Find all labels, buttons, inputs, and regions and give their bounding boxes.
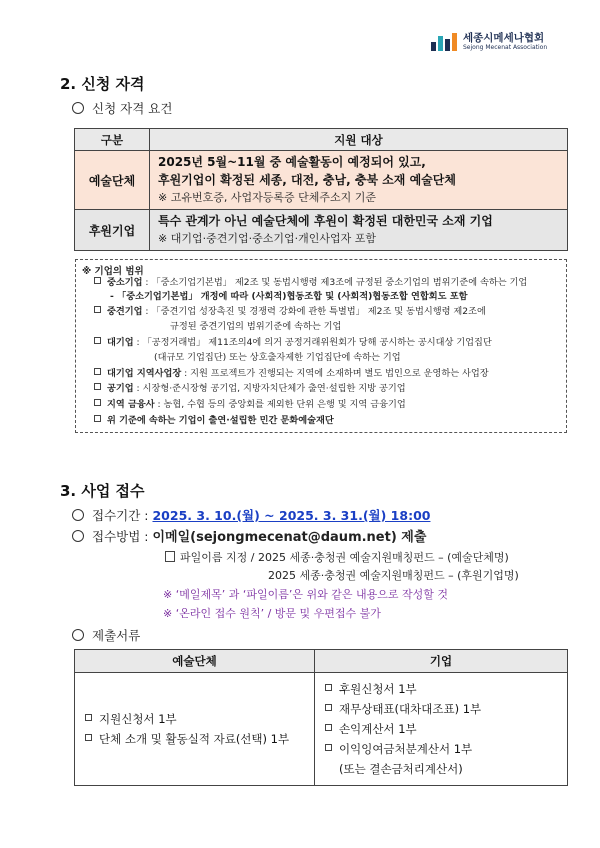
scope-item: 규정된 중견기업의 범위기준에 속하는 기업 (170, 321, 342, 332)
list-item: 단체 소개 및 활동실적 자료(선택) 1부 (85, 729, 304, 749)
docs-heading: 제출서류 (72, 626, 140, 644)
eligibility-heading: 신청 자격 요건 (72, 99, 172, 117)
header-category: 구분 (75, 129, 150, 151)
header-company: 기업 (315, 650, 568, 673)
target-note: ※ 고유번호증, 사업자등록증 단체주소지 기준 (158, 191, 376, 204)
circle-bullet-icon (72, 530, 84, 542)
scope-item: (대규모 기업집단) 또는 상호출자제한 기업집단에 속하는 기업 (154, 352, 401, 363)
circle-bullet-icon (72, 629, 84, 641)
category-art-group: 예술단체 (75, 151, 150, 210)
table-row (75, 210, 568, 251)
documents-table (74, 649, 568, 786)
target-note: ※ 대기업·중견기업·중소기업·개인사업자 포함 (158, 232, 376, 245)
logo-subtitle: Sejong Mecenat Association (463, 44, 548, 51)
eligibility-table (74, 128, 568, 251)
scope-item: 위 기준에 속하는 기업이 출연·설립한 민간 문화예술재단 (94, 415, 334, 427)
period-value: 2025. 3. 10.(월) ~ 2025. 3. 31.(월) 18:00 (152, 508, 431, 523)
target-line: 후원기업이 확정된 세종, 대전, 충남, 충북 소재 예술단체 (158, 173, 456, 187)
note-icon (165, 551, 175, 562)
header-art-group: 예술단체 (75, 650, 315, 673)
list-item: 이익잉여금처분계산서 1부 (325, 739, 557, 759)
table-row (75, 673, 568, 786)
logo-mark-icon (430, 30, 460, 52)
table-row (75, 151, 568, 210)
list-item: 후원신청서 1부 (325, 679, 557, 699)
scope-item: - 「중소기업기본법」 개정에 따라 (사회적)협동조합 및 (사회적)협동조합 연합회도 포함 (110, 291, 468, 302)
period-line: 접수기간 : 2025. 3. 10.(월) ~ 2025. 3. 31.(월) 18:00 (72, 506, 430, 524)
company-scope-box (75, 259, 567, 433)
scope-title: ※ 기업의 범위 (82, 266, 144, 277)
logo (430, 28, 580, 54)
method-line: 접수방법 : 이메일(sejongmecenat@daum.net) 제출 (72, 526, 426, 545)
method-value: 이메일(sejongmecenat@daum.net) 제출 (152, 530, 427, 545)
file-name-line: 파일이름 지정 / 2025 세종·충청권 예술지원매칭펀드 – (예술단체명) (165, 549, 509, 565)
list-item: 손익계산서 1부 (325, 719, 557, 739)
online-note: ※ ‘온라인 접수 원칙’ / 방문 및 우편접수 불가 (163, 607, 381, 620)
target-line: 특수 관계가 아닌 예술단체에 후원이 확정된 대한민국 소재 기업 (158, 214, 493, 228)
list-item: 재무상태표(대차대조표) 1부 (325, 699, 557, 719)
scope-item: 중소기업 : 「중소기업기본법」 제2조 및 동법시행령 제3조에 규정된 중소기업의 범위기준에 속하는 기업 (94, 277, 527, 289)
section-3-title: 3. 사업 접수 (60, 482, 145, 500)
scope-item: 중견기업 : 「중견기업 성장촉진 및 경쟁력 강화에 관한 특별법」 제2조 및 동법시행령 제2조에 (94, 306, 486, 318)
header-target: 지원 대상 (150, 129, 568, 151)
list-item: 지원신청서 1부 (85, 709, 304, 729)
circle-bullet-icon (72, 509, 84, 521)
circle-bullet-icon (72, 102, 84, 114)
scope-item: 공기업 : 시장형·준시장형 공기업, 지방자치단체가 출연·설립한 지방 공기업 (94, 383, 406, 395)
file-name-line: 2025 세종·충청권 예술지원매칭펀드 – (후원기업명) (268, 569, 519, 582)
target-line: 2025년 5월~11월 중 예술활동이 예정되어 있고, (158, 155, 426, 169)
scope-item: 대기업 : 「공정거래법」 제11조의4에 의거 공정거래위원회가 당해 공시하는 공시대상 기업집단 (94, 337, 492, 349)
list-item: (또는 결손금처리계산서) (339, 762, 463, 776)
section-2-title: 2. 신청 자격 (60, 75, 145, 93)
scope-item: 지역 금융사 : 농협, 수협 등의 중앙회를 제외한 단위 은행 및 지역 금융기업 (94, 399, 406, 411)
scope-item: 대기업 지역사업장 : 지원 프로젝트가 진행되는 지역에 소재하며 별도 법인으로 운영하는 사업장 (94, 368, 489, 380)
category-sponsor: 후원기업 (75, 210, 150, 251)
logo-title: 세종시메세나협회 (463, 32, 545, 44)
mail-note: ※ ‘메일제목’ 과 ‘파일이름’은 위와 같은 내용으로 작성할 것 (163, 588, 448, 601)
